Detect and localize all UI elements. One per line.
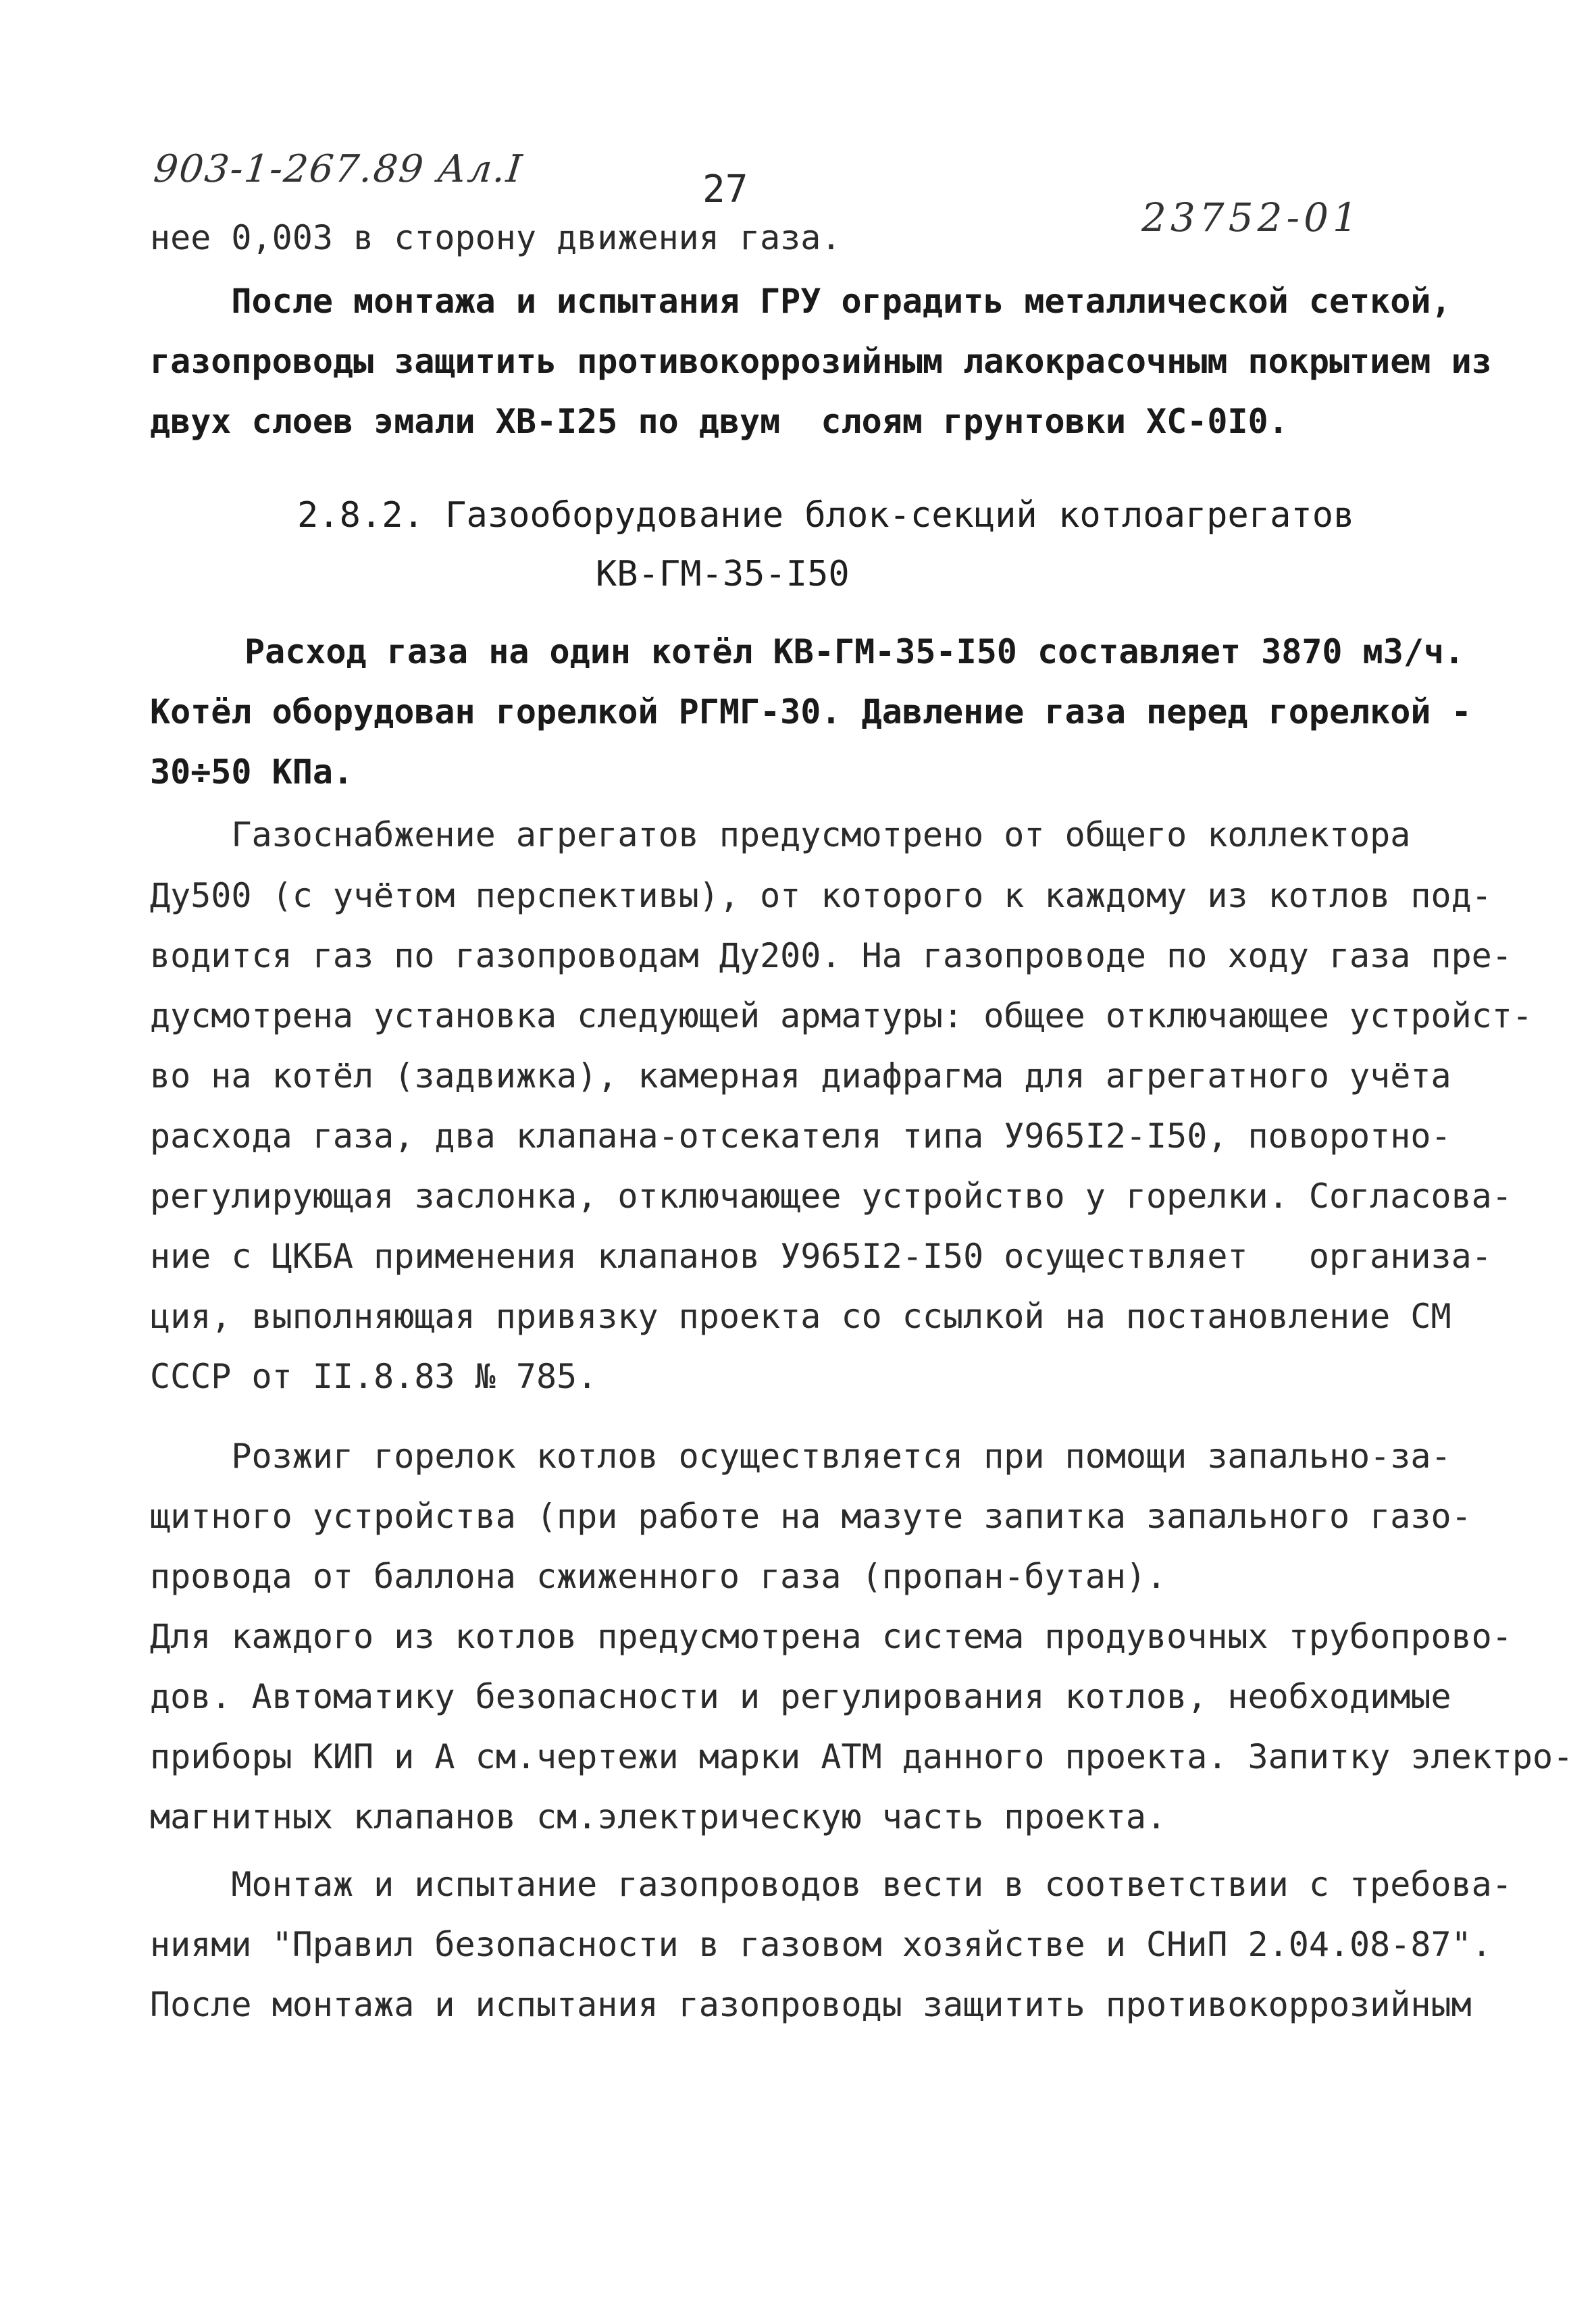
body-line: провода от баллона сжиженного газа (пропан-бутан). xyxy=(150,1557,1167,1596)
body-line: ниями "Правил безопасности в газовом хозяйстве и СНиП 2.04.08-87". xyxy=(150,1925,1492,1964)
body-line: Газоснабжение агрегатов предусмотрено от общего коллектора xyxy=(150,815,1411,854)
body-line: ние с ЦКБА применения клапанов У965I2-I50 осуществляет организа- xyxy=(150,1237,1492,1276)
body-line: расхода газа, два клапана-отсекателя типа У965I2-I50, поворотно- xyxy=(150,1116,1451,1156)
section-heading: 2.8.2. Газооборудование блок-секций котлоагрегатов xyxy=(297,495,1355,536)
body-line: После монтажа и испытания газопроводы защитить противокоррозийным xyxy=(150,1985,1472,2024)
body-line: Ду500 (с учётом перспективы), от которого к каждому из котлов под- xyxy=(150,876,1492,915)
body-line: Для каждого из котлов предусмотрена система продувочных трубопрово- xyxy=(150,1617,1512,1656)
body-line: двух слоев эмали ХВ-I25 по двум слоям грунтовки ХС-0I0. xyxy=(150,402,1289,441)
body-line: Котёл оборудован горелкой РГМГ-30. Давление газа перед горелкой - xyxy=(150,692,1472,731)
body-line: Розжиг горелок котлов осуществляется при помощи запально-за- xyxy=(150,1437,1451,1476)
body-line: ция, выполняющая привязку проекта со ссылкой на постановление СМ xyxy=(150,1297,1451,1336)
page-number: 27 xyxy=(702,168,748,211)
body-line: газопроводы защитить противокоррозийным лакокрасочным покрытием из xyxy=(150,342,1492,381)
body-line: 30÷50 КПа. xyxy=(150,752,354,792)
document-code-handwritten: 903-1-267.89 Ал.I xyxy=(151,147,525,191)
body-line: дов. Автоматику безопасности и регулирования котлов, необходимые xyxy=(150,1677,1451,1716)
body-line: во на котёл (задвижка), камерная диафрагма для агрегатного учёта xyxy=(150,1056,1451,1096)
section-heading-model: КВ-ГМ-35-I50 xyxy=(596,554,850,594)
body-line: Расход газа на один котёл КВ-ГМ-35-I50 составляет 3870 м3/ч. xyxy=(244,632,1465,671)
body-line: нее 0,003 в сторону движения газа. xyxy=(150,218,842,257)
body-line: магнитных клапанов см.электрическую часть проекта. xyxy=(150,1797,1167,1836)
body-line: дусмотрена установка следующей арматуры: общее отключающее устройст- xyxy=(150,996,1533,1035)
body-line: регулирующая заслонка, отключающее устройство у горелки. Согласова- xyxy=(150,1177,1512,1216)
body-line: водится газ по газопроводам Ду200. На газопроводе по ходу газа пре- xyxy=(150,936,1512,975)
body-line: Поcле монтажа и испытания ГРУ оградить металлической сеткой, xyxy=(150,282,1451,321)
body-line: щитного устройства (при работе на мазуте запитка запального газо- xyxy=(150,1497,1472,1536)
body-line: СССР от II.8.83 № 785. xyxy=(150,1357,598,1396)
body-line: Монтаж и испытание газопроводов вести в соответствии с требова- xyxy=(150,1865,1512,1904)
body-line: приборы КИП и А см.чертежи марки АТМ данного проекта. Запитку электро- xyxy=(150,1737,1574,1776)
sheet-identifier-handwritten: 23752-01 xyxy=(1141,195,1362,240)
